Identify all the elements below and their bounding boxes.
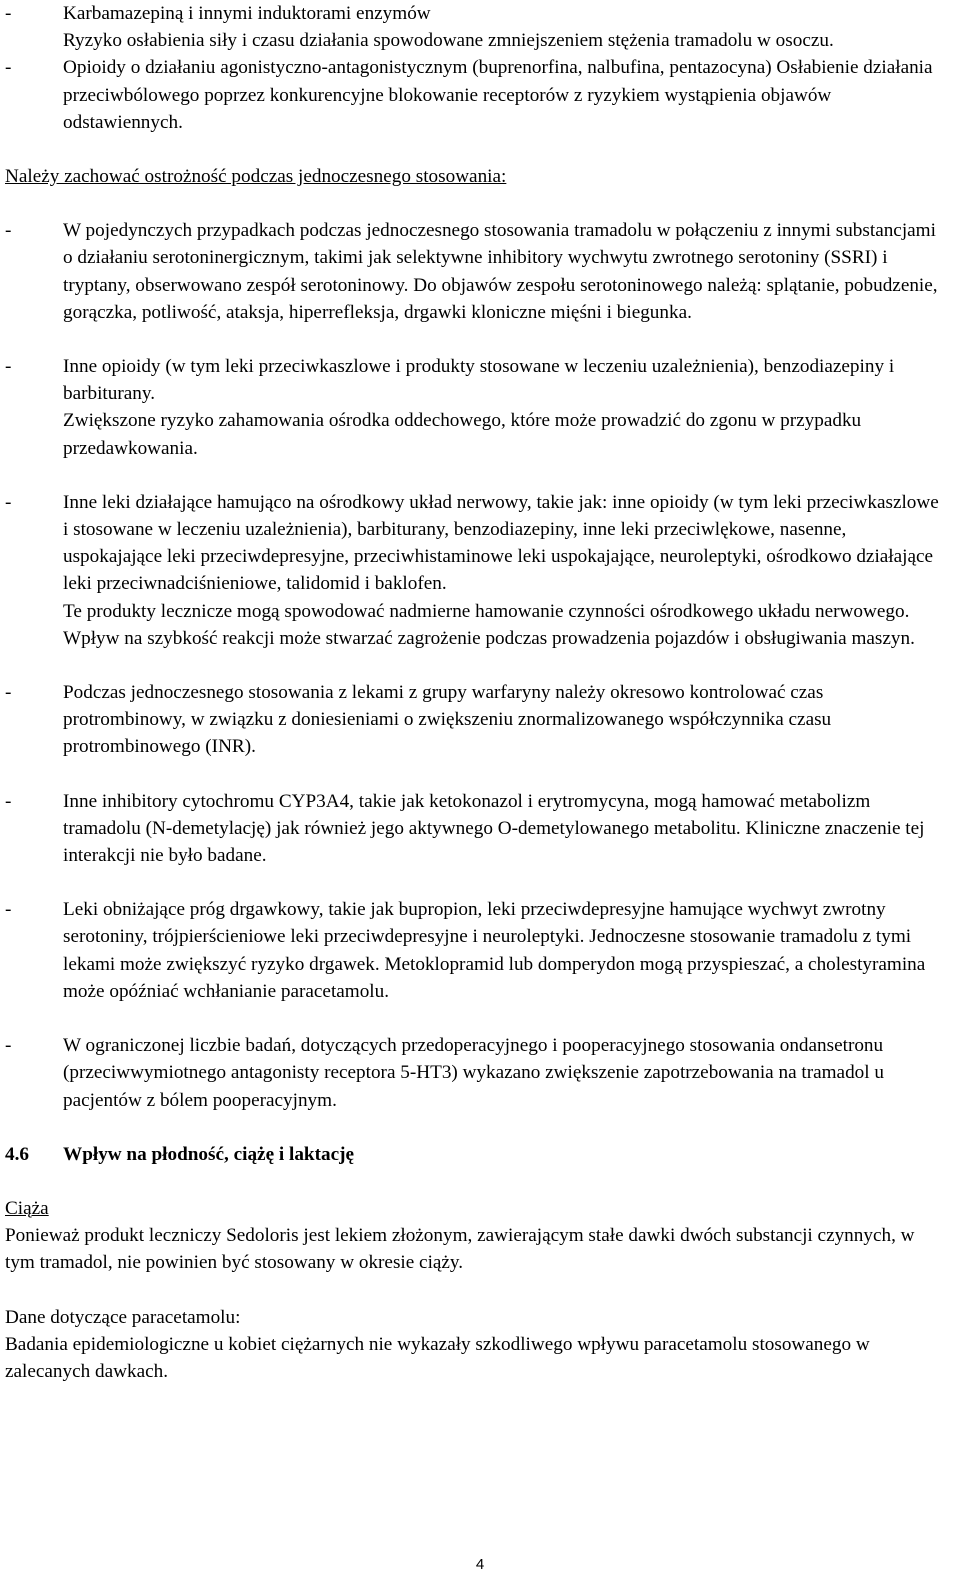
section-title: Wpływ na płodność, ciążę i laktację bbox=[63, 1143, 355, 1165]
section-number: 4.6 bbox=[5, 1143, 29, 1165]
paragraph-line: Zwiększone ryzyko zahamowania ośrodka oddechowego, które może prowadzić do zgonu w przypadku przedawkowania. bbox=[63, 410, 862, 459]
list-item bbox=[5, 1032, 940, 1114]
paragraph-line: Podczas jednoczesnego stosowania z lekami z grupy warfaryny należy okresowo kontrolować czas protrombinowy, w związku z doniesieniami o zwiększeniu znormalizowanego współczynnika czasu protrombinowego (INR). bbox=[63, 682, 832, 758]
paragraph-line: W pojedynczych przypadkach podczas jednoczesnego stosowania tramadolu w połączeniu z innymi substancjami o działaniu serotoninergicznym, takimi jak selektywne inhibitory wychwytu zwrotnego serotoniny (SSRI) i tryptany, obserwowano zespół serotoninowy. Do objawów zespołu serotoninowego należą: splątanie, pobudzenie, gorączka, potliwość, ataksja, hiperrefleksja, drgawki kloniczne mięśni i biegunka. bbox=[63, 220, 938, 323]
list-dash: - bbox=[5, 899, 12, 921]
paragraph-line: Inne inhibitory cytochromu CYP3A4, takie jak ketokonazol i erytromycyna, mogą hamować metabolizm tramadolu (N-demetylację) jak również jego aktywnego O-demetylowanego metabolitu. Kliniczne znaczenie tej interakcji nie było badane. bbox=[63, 790, 925, 867]
paracetamol-heading: Dane dotyczące paracetamolu: bbox=[5, 1306, 241, 1328]
list-dash: - bbox=[5, 57, 12, 79]
pregnancy-paragraph: Ponieważ produkt leczniczy Sedoloris jest lekiem złożonym, zawierającym stałe dawki dwóch substancji czynnych, w tym tramadol, nie powinien być stosowany w okresie ciąży. bbox=[5, 1225, 915, 1274]
caution-heading: Należy zachować ostrożność podczas jednoczesnego stosowania: bbox=[5, 166, 507, 188]
list-item bbox=[5, 489, 940, 652]
list-dash: - bbox=[5, 220, 12, 242]
paragraph-line: Inne leki działające hamująco na ośrodkowy układ nerwowy, takie jak: inne opioidy (w tym leki przeciwkaszlowe i stosowane w leczeniu uzależnienia), barbiturany, benzodiazepiny, inne leki przeciwlękowe, nasenne, uspokajające leki przeciwdepresyjne, przeciwhistaminowe leki uspokajające, neuroleptyki, ośrodkowo działające leki przeciwnadciśnieniowe, talidomid i baklofen. bbox=[63, 491, 939, 595]
paragraph-line: Ryzyko osłabienia siły i czasu działania spowodowane zmniejszeniem stężenia tramadolu w osoczu. bbox=[63, 30, 834, 52]
list-item bbox=[5, 0, 940, 54]
page-number: 4 bbox=[475, 1556, 485, 1573]
paragraph-line: Inne opioidy (w tym leki przeciwkaszlowe i produkty stosowane w leczeniu uzależnienia), benzodiazepiny i barbiturany. bbox=[63, 356, 895, 405]
pregnancy-heading: Ciąża bbox=[5, 1197, 49, 1219]
list-dash: - bbox=[5, 491, 12, 513]
section-heading bbox=[5, 1141, 940, 1168]
paragraph-line: Leki obniżające próg drgawkowy, takie jak bupropion, leki przeciwdepresyjne hamujące wychwyt zwrotny serotoniny, trójpierścieniowe leki przeciwdepresyjne i neuroleptyki. Jednoczesne stosowanie tramadolu z tymi lekami może zwiększyć ryzyko drgawek. Metoklopramid lub domperydon mogą przyspieszać, a cholestyramina może opóźniać wchłanianie paracetamolu. bbox=[63, 899, 926, 1002]
paragraph-line: Karbamazepiną i innymi induktorami enzymów bbox=[63, 3, 431, 24]
document-page bbox=[5, 0, 940, 1385]
list-item bbox=[5, 896, 940, 1005]
paragraph-line: W ograniczonej liczbie badań, dotyczących przedoperacyjnego i pooperacyjnego stosowania ondansetronu (przeciwwymiotnego antagonisty receptora 5-HT3) wykazano zwiększenie zapotrzebowania na tramadol u pacjentów z bólem pooperacyjnym. bbox=[63, 1035, 884, 1111]
paracetamol-paragraph: Badania epidemiologiczne u kobiet ciężarnych nie wykazały szkodliwego wpływu paracetamolu stosowanego w zalecanych dawkach. bbox=[5, 1333, 870, 1382]
list-dash: - bbox=[5, 356, 12, 378]
list-item bbox=[5, 679, 940, 761]
paragraph-line: Te produkty lecznicze mogą spowodować nadmierne hamowanie czynności ośrodkowego układu nerwowego. Wpływ na szybkość reakcji może stwarzać zagrożenie podczas prowadzenia pojazdów i obsługiwania maszyn. bbox=[63, 600, 915, 649]
list-item bbox=[5, 353, 940, 462]
list-dash: - bbox=[5, 1035, 12, 1057]
list-item bbox=[5, 788, 940, 870]
list-dash: - bbox=[5, 682, 12, 704]
list-item bbox=[5, 217, 940, 326]
list-dash: - bbox=[5, 3, 12, 24]
list-item bbox=[5, 54, 940, 136]
list-dash: - bbox=[5, 790, 12, 812]
paragraph-line: Opioidy o działaniu agonistyczno-antagonistycznym (buprenorfina, nalbufina, pentazocyna) Osłabienie działania przeciwbólowego poprzez konkurencyjne blokowanie receptorów z ryzykiem wystąpienia objawów odstawiennych. bbox=[63, 57, 933, 133]
